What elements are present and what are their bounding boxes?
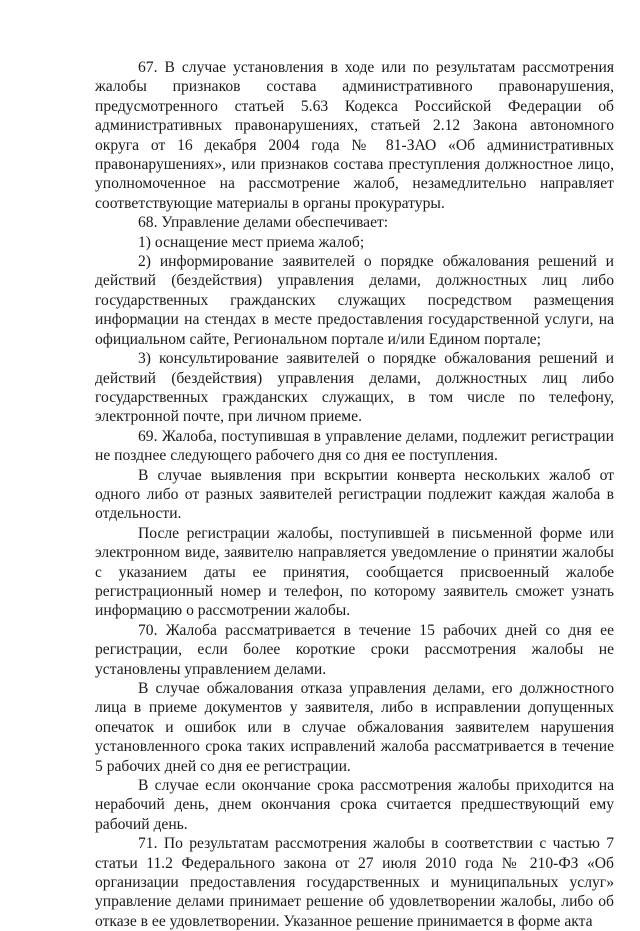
paragraph-70: 70. Жалоба рассматривается в течение 15 рабочих дней со дня ее регистрации, если более короткие сроки рассмотрения жалобы не установлены управлением делами. <box>95 621 614 678</box>
paragraph-71: 71. По результатам рассмотрения жалобы в соответствии с частью 7 статьи 11.2 Федерального закона от 27 июля 2010 года № 210-ФЗ «Об организации предоставления государственных и муниципальных услуг» управление делами принимает решение об удовлетворении жалобы, либо об отказе в ее удовлетворении. Указанное решение принимается в форме акта <box>95 835 614 930</box>
paragraph-67: 67. В случае установления в ходе или по результатам рассмотрения жалобы признаков состава административного правонарушения, предусмотренного статьей 5.63 Кодекса Российской Федерации об административных правонарушениях, статьей 2.12 Закона автономного округа от 16 декабря 2004 года № 81-ЗАО «Об административных правонарушениях», или признаков состава преступления должностное лицо, уполномоченное на рассмотрение жалоб, незамедлительно направляет соответствующие материалы в органы прокуратуры. <box>95 59 614 212</box>
paragraph-70-nonworking-day: В случае если окончание срока рассмотрения жалобы приходится на нерабочий день, днем окончания срока считается предшествующий ему рабочий день. <box>95 777 614 833</box>
paragraph-69: 69. Жалоба, поступившая в управление делами, подлежит регистрации не позднее следующего рабочего дня со дня ее поступления. <box>95 427 614 465</box>
paragraph-69-notification: После регистрации жалобы, поступившей в письменной форме или электронном виде, заявителю направляется уведомление о принятии жалобы с указанием даты ее принятия, сообщается присвоенный жалобе регистрационный номер и телефон, по которому заявитель сможет узнать информацию о рассмотрении жалобы. <box>95 524 614 620</box>
document-page <box>95 58 614 931</box>
paragraph-69-envelope: В случае выявления при вскрытии конверта нескольких жалоб от одного либо от разных заявителей регистрации подлежит каждая жалоба в отдельности. <box>95 466 614 523</box>
paragraph-68-item-1: 1) оснащение мест приема жалоб; <box>138 233 365 251</box>
paragraph-70-refusal: В случае обжалования отказа управления делами, его должностного лица в приеме документов у заявителя, либо в исправлении допущенных опечаток и ошибок или в случае обжалования заявителем нарушения установленного срока таких исправлений жалоба рассматривается в течение 5 рабочих дней со дня ее регистрации. <box>95 680 614 775</box>
paragraph-68-item-3: 3) консультирование заявителей о порядке обжалования решений и действий (бездействия) управления делами, должностных лиц либо государственных гражданских служащих, в том числе по телефону, электронной почте, при личном приеме. <box>95 350 614 426</box>
paragraph-68-item-2: 2) информирование заявителей о порядке обжалования решений и действий (бездействия) управления делами, должностных лиц либо государственных гражданских служащих посредством размещения информации на стендах в месте предоставления государственной услуги, на официальном сайте, Региональном портале и/или Едином портале; <box>95 253 614 348</box>
paragraph-68: 68. Управление делами обеспечивает: <box>138 214 389 232</box>
